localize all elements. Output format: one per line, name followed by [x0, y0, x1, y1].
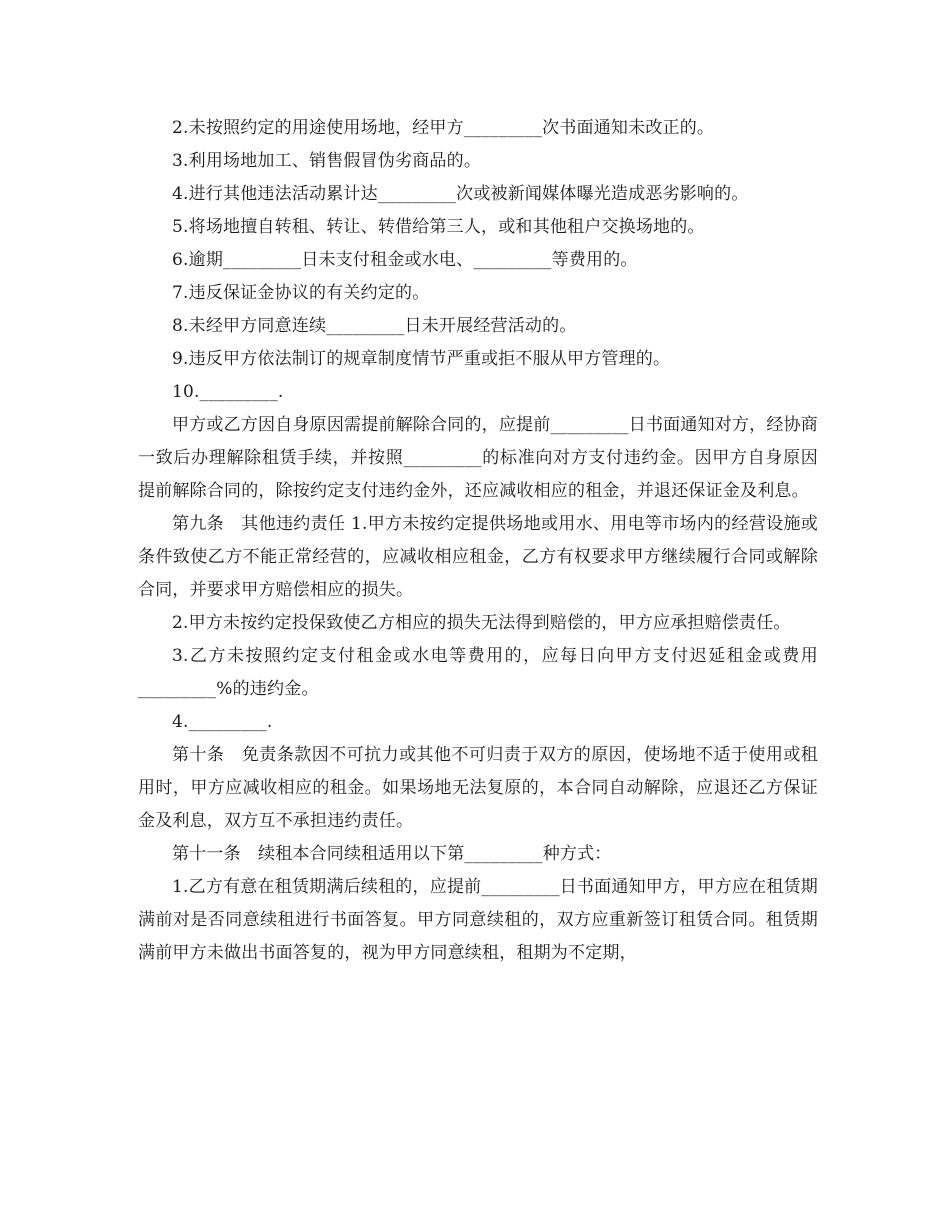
clause-item-3: 3.利用场地加工、销售假冒伪劣商品的。 [172, 151, 482, 171]
article-11-item-1: 1.乙方有意在租赁期满后续租的，应提前_________日书面通知甲方，甲方应在租赁期满前对是否同意续租进行书面答复。甲方同意续租的，双方应重新签订租赁合同。租赁期满前甲方未做出书面答复的，视为甲方同意续租，租期为不定期， [138, 877, 818, 963]
article-9-item-2: 2.甲方未按约定投保致使乙方相应的损失无法得到赔偿的，甲方应承担赔偿责任。 [172, 613, 791, 633]
clause-item-10: 10._________. [172, 382, 284, 402]
clause-item-8: 8.未经甲方同意连续_________日未开展经营活动的。 [172, 316, 577, 336]
article-11-paragraph: 第十一条 续租本合同续租适用以下第_________种方式： [172, 844, 612, 864]
clause-item-9: 9.违反甲方依法制订的规章制度情节严重或拒不服从甲方管理的。 [172, 349, 671, 369]
article-10-paragraph: 第十条 免责条款因不可抗力或其他不可归责于双方的原因，使场地不适于使用或租用时，甲方应减收相应的租金。如果场地无法复原的，本合同自动解除，应退还乙方保证金及利息，双方互不承担违约责任。 [138, 745, 818, 831]
article-9-item-4: 4._________. [172, 712, 273, 732]
clause-item-7: 7.违反保证金协议的有关约定的。 [172, 283, 430, 303]
clause-item-5: 5.将场地擅自转租、转让、转借给第三人，或和其他租户交换场地的。 [172, 217, 705, 237]
clause-item-6: 6.逾期_________日未支付租金或水电、_________等费用的。 [172, 250, 638, 270]
article-9-item-3: 3.乙方未按照约定支付租金或水电等费用的，应每日向甲方支付迟延租金或费用_________%的违约金。 [138, 646, 818, 699]
document-body [138, 112, 818, 970]
early-termination-paragraph: 甲方或乙方因自身原因需提前解除合同的，应提前_________日书面通知对方，经协商一致后办理解除租赁手续，并按照_________的标准向对方支付违约金。因甲方自身原因提前解除合同的，除按约定支付违约金外，还应减收相应的租金，并退还保证金及利息。 [138, 415, 818, 501]
clause-item-2: 2.未按照约定的用途使用场地，经甲方_________次书面通知未改正的。 [172, 118, 715, 138]
clause-item-4: 4.进行其他违法活动累计达_________次或被新闻媒体曝光造成恶劣影响的。 [172, 184, 749, 204]
article-9-paragraph: 第九条 其他违约责任 1.甲方未按约定提供场地或用水、用电等市场内的经营设施或条件致使乙方不能正常经营的，应减收相应租金，乙方有权要求甲方继续履行合同或解除合同，并要求甲方赔偿相应的损失。 [138, 514, 818, 600]
